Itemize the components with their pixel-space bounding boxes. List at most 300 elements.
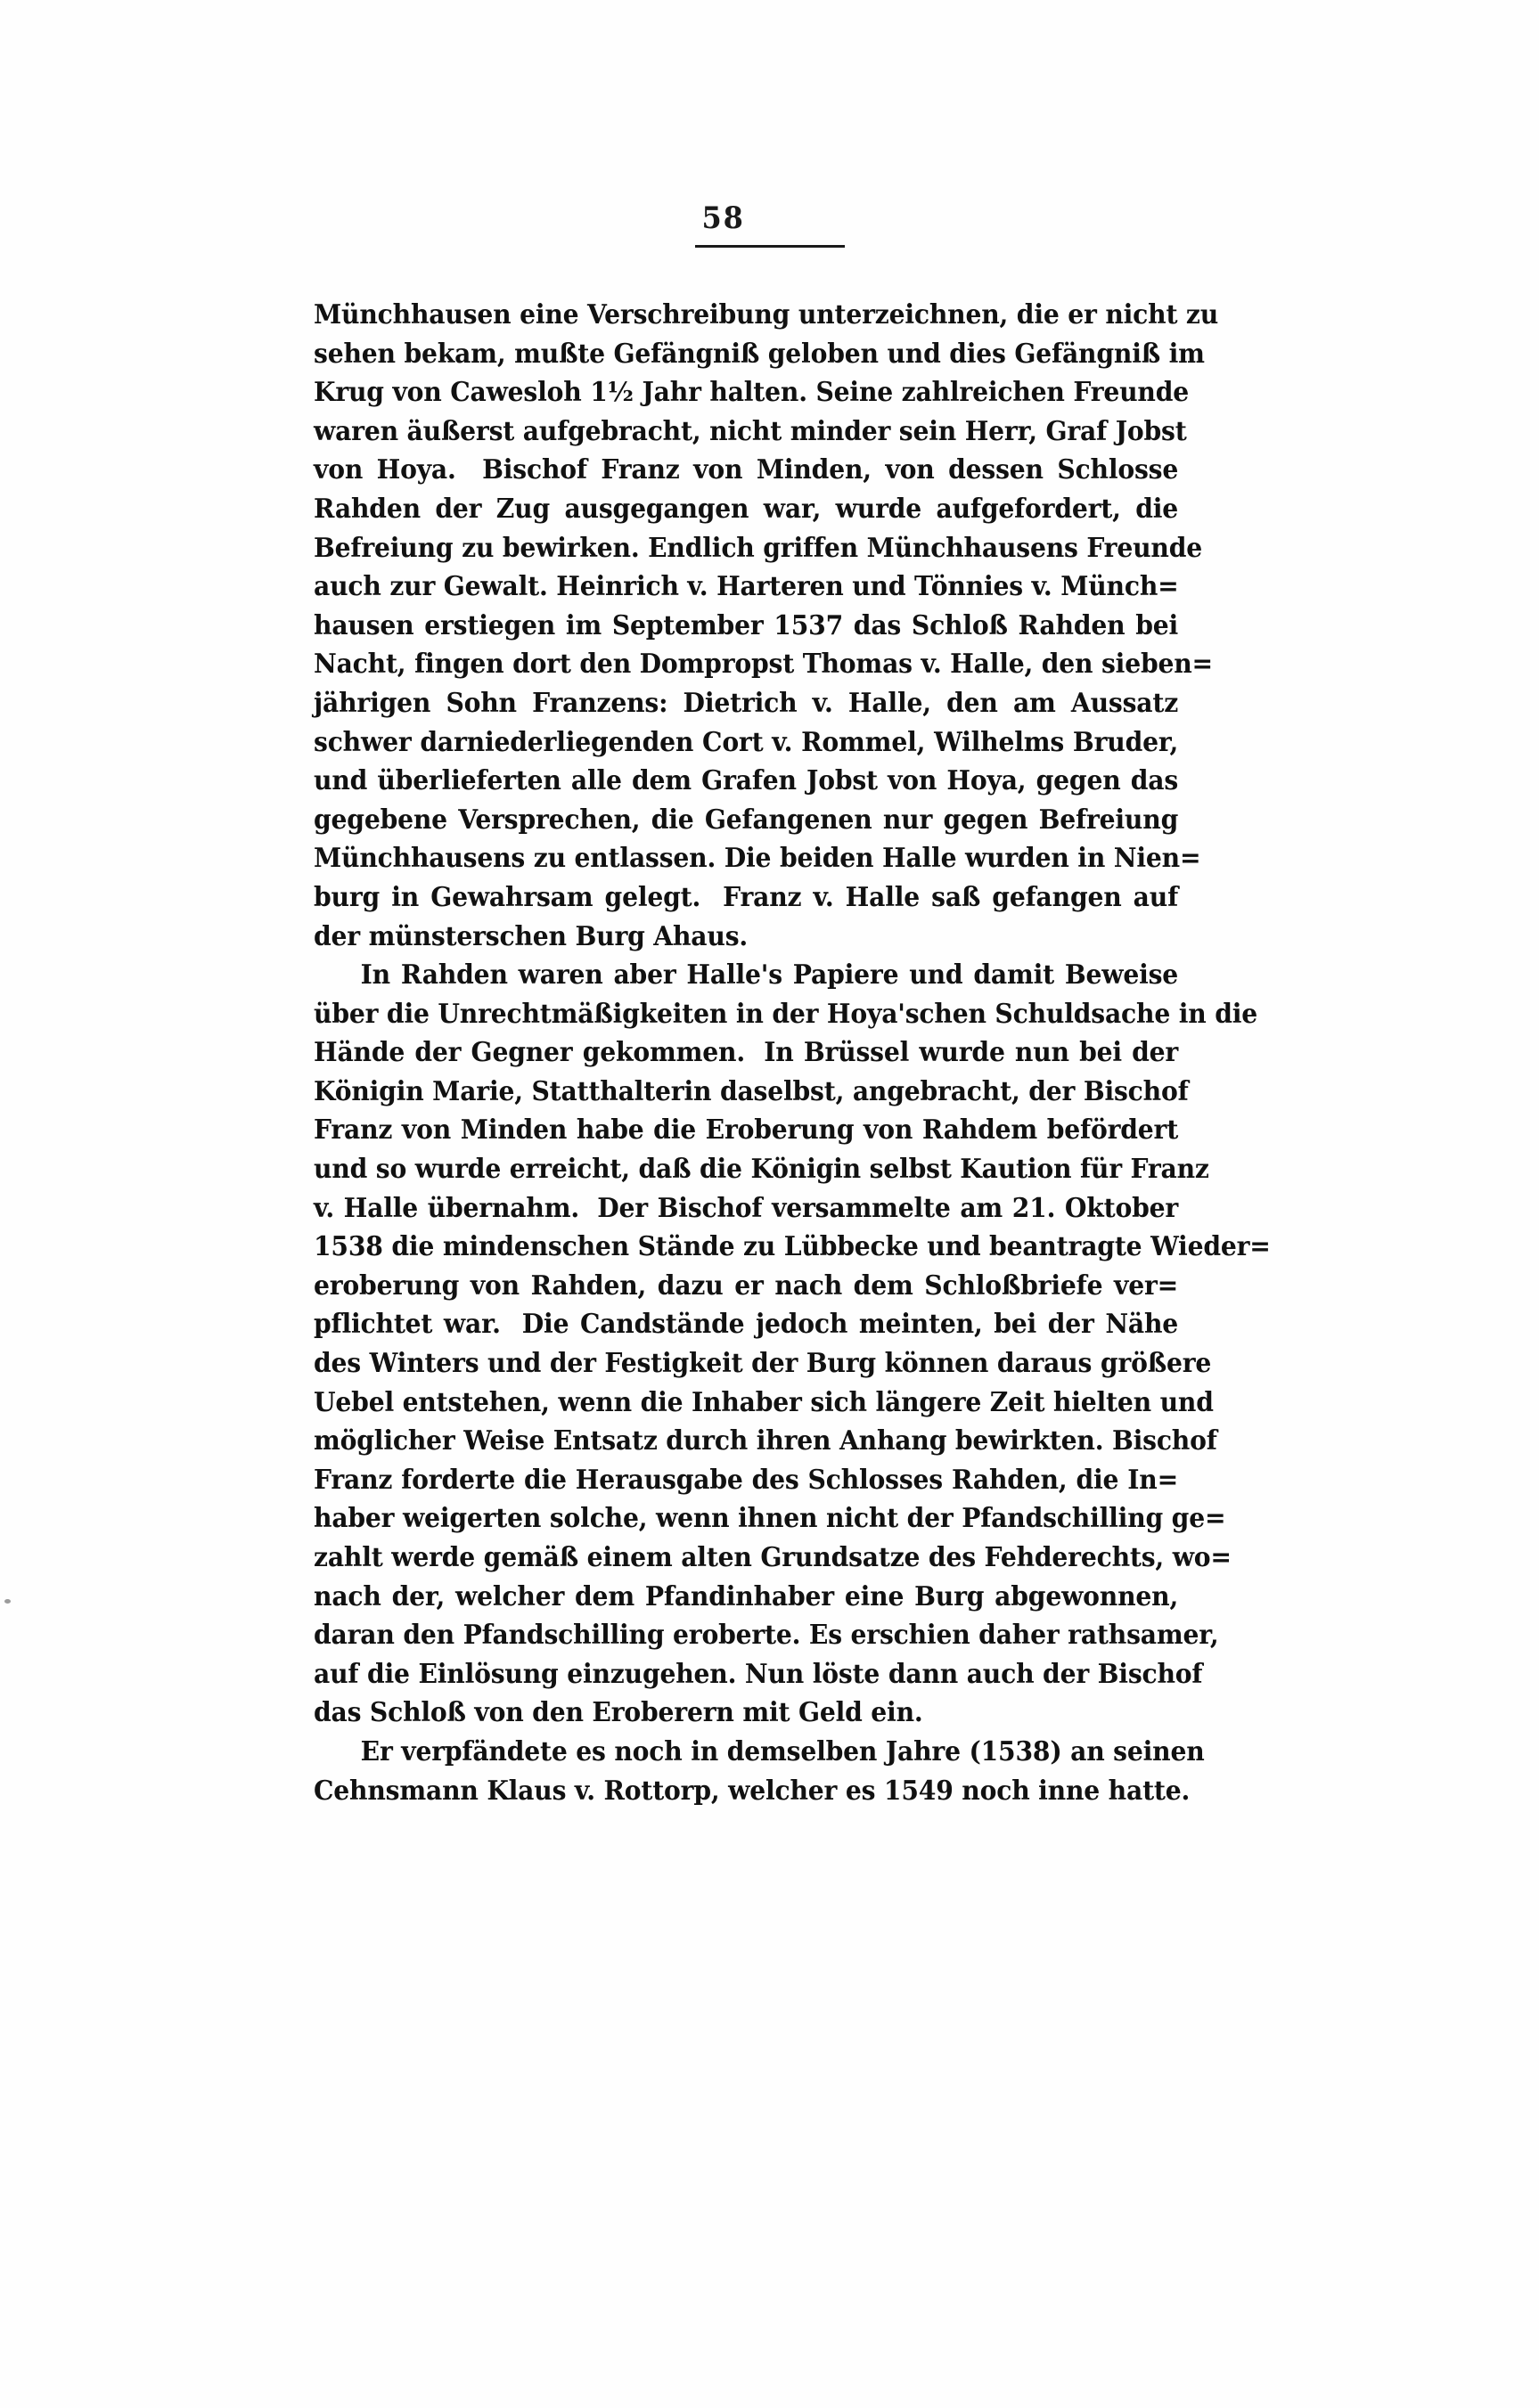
word: gelegt.	[604, 881, 701, 913]
word: Gewahrsam	[430, 881, 593, 913]
word-gap	[630, 1154, 639, 1185]
word-gap	[361, 1348, 370, 1379]
word-gap	[1054, 959, 1065, 991]
word: er	[734, 1269, 764, 1302]
word-gap	[748, 1425, 757, 1457]
running-head	[0, 200, 1539, 248]
word-gap	[593, 882, 604, 913]
word: Er	[360, 1735, 393, 1767]
text-line: Cehnsmann Klaus v. Rottorp, welcher es 1549 noch inne hatte.	[314, 1775, 1191, 1807]
word-gap	[847, 1309, 859, 1340]
word-gap	[567, 1114, 577, 1146]
word-gap	[898, 1503, 907, 1534]
word: der,	[391, 1580, 446, 1612]
word: zu	[1185, 299, 1219, 331]
word: die	[386, 998, 430, 1030]
word-gap	[541, 1503, 550, 1534]
word-gap	[412, 727, 421, 758]
word-gap	[680, 454, 694, 486]
word: Nien=	[1113, 843, 1201, 875]
word-gap	[800, 1620, 809, 1651]
word: der	[906, 1503, 954, 1535]
word: Uebel	[314, 1386, 394, 1418]
word: waren	[314, 415, 398, 447]
text-line	[314, 882, 1178, 921]
word-gap	[664, 1620, 673, 1651]
word: daran	[314, 1620, 395, 1652]
word-gap	[970, 1620, 979, 1651]
word: sich	[810, 1386, 867, 1418]
word: pflichtet	[314, 1309, 433, 1341]
word: Versprechen,	[458, 804, 641, 836]
word: befördert	[1046, 1114, 1179, 1147]
word: Tönnies	[914, 571, 1023, 603]
word-gap	[833, 688, 848, 719]
word-gap	[579, 1193, 597, 1224]
word: bekam,	[404, 338, 506, 370]
word: der	[1132, 1037, 1179, 1069]
word-gap	[745, 1037, 764, 1068]
word: die	[1076, 1464, 1119, 1496]
word-gap	[834, 1581, 845, 1612]
word-gap	[937, 765, 946, 796]
word: Bischof	[1083, 1075, 1189, 1107]
word: Festigkeit	[604, 1348, 743, 1380]
word-gap	[920, 1542, 929, 1573]
word: Einlösung	[418, 1658, 559, 1690]
word-gap	[925, 727, 934, 758]
text-line	[314, 649, 1214, 688]
word: entlassen.	[574, 843, 716, 875]
word-gap	[451, 1114, 461, 1146]
word: eroberung	[314, 1269, 460, 1302]
word: Grafen	[701, 765, 797, 797]
word: längere	[875, 1386, 982, 1418]
word-gap	[764, 999, 773, 1030]
word: und	[1159, 1386, 1214, 1418]
word: Halle	[845, 881, 921, 913]
word-gap	[763, 727, 772, 758]
word: von	[470, 1269, 520, 1302]
word: in	[1077, 843, 1106, 875]
word-gap	[1020, 1076, 1029, 1107]
word: Bischof	[657, 1192, 763, 1224]
word-gap	[1089, 1659, 1098, 1690]
header-rule	[695, 245, 845, 248]
word-gap	[1121, 765, 1131, 796]
word: das	[1130, 765, 1179, 797]
word-gap	[854, 1114, 864, 1146]
text-line: das Schloß von den Eroberern mit Geld ein.	[314, 1697, 923, 1729]
word-gap	[743, 1348, 752, 1379]
word-gap	[634, 1581, 645, 1612]
word: die	[391, 1231, 435, 1263]
word: des	[314, 1348, 361, 1380]
word: forderte	[401, 1464, 515, 1496]
word-gap	[919, 1231, 928, 1262]
word-gap	[1097, 299, 1106, 331]
word-gap	[1064, 727, 1073, 758]
word-gap	[956, 843, 965, 874]
word: Pfandinhaber	[644, 1580, 834, 1612]
word-gap	[1055, 1193, 1065, 1224]
word: minder	[790, 415, 891, 447]
word-gap	[693, 727, 702, 758]
word-gap	[913, 1270, 925, 1302]
page-number: 58	[701, 200, 745, 236]
word-gap	[1037, 1114, 1047, 1146]
word-gap	[901, 610, 912, 641]
word: Statthalterin	[531, 1075, 712, 1107]
text-line	[314, 571, 1178, 610]
word-gap	[782, 959, 793, 991]
text-line	[314, 1231, 1271, 1270]
word-gap	[858, 533, 867, 564]
word: haber	[314, 1503, 395, 1535]
word-gap	[718, 1736, 727, 1767]
word-gap	[749, 494, 763, 525]
word: die	[523, 1464, 567, 1496]
word-gap	[390, 959, 401, 991]
word-gap	[1163, 1503, 1172, 1534]
word: dem	[632, 765, 692, 797]
word: Freunde	[1086, 532, 1203, 564]
word-gap	[1052, 571, 1061, 602]
word: zur	[389, 571, 436, 603]
word-gap	[909, 1037, 919, 1068]
word-gap	[701, 377, 710, 408]
text-line	[314, 959, 1178, 999]
word: Hoya,	[946, 765, 1027, 797]
word-gap	[946, 1425, 955, 1457]
word: es	[576, 1735, 606, 1767]
word-gap	[834, 882, 846, 913]
word: Eroberung	[705, 1114, 855, 1147]
text-line	[314, 727, 1178, 766]
word-gap	[648, 1193, 658, 1224]
word-gap	[418, 1193, 428, 1224]
word: wurde	[919, 1037, 1005, 1069]
word: die	[651, 804, 694, 836]
word-gap	[842, 1620, 851, 1651]
word-gap	[453, 533, 462, 564]
word: v.	[813, 881, 834, 913]
word-gap	[1177, 299, 1186, 331]
word: die	[700, 1154, 742, 1186]
word: Minden	[460, 1114, 568, 1147]
word: über	[314, 998, 379, 1030]
word-gap	[514, 416, 523, 447]
word: 1538	[314, 1231, 383, 1263]
paragraph-1	[314, 299, 1233, 959]
word-gap	[913, 1114, 922, 1146]
word-gap	[764, 1270, 775, 1302]
word-gap	[505, 339, 514, 370]
word: nicht	[1105, 299, 1178, 331]
word-gap	[358, 1659, 367, 1690]
word-gap	[481, 494, 495, 525]
word-gap	[873, 843, 882, 874]
word: Papiere	[792, 959, 899, 992]
word-gap	[445, 1581, 455, 1612]
word: v.	[1031, 571, 1052, 603]
word-gap	[515, 1465, 524, 1496]
word: weigerten	[402, 1503, 542, 1535]
word: am	[1012, 687, 1056, 719]
word: wenn	[558, 1386, 632, 1418]
word: welcher	[455, 1580, 565, 1612]
word: dessen	[948, 454, 1044, 486]
word: Heinrich	[556, 571, 679, 603]
word-gap	[1118, 1465, 1127, 1496]
word: Schlosse	[1057, 454, 1179, 486]
word: gegebene	[314, 804, 447, 836]
word-gap	[644, 1114, 654, 1146]
word: Die	[521, 1309, 569, 1341]
word: 1537	[774, 609, 844, 641]
word: so	[375, 1154, 407, 1186]
word: Rahden	[1018, 609, 1126, 641]
word: Marie,	[432, 1075, 523, 1107]
text-line	[314, 1270, 1178, 1310]
word-gap	[380, 882, 391, 913]
word: Münchhausens	[866, 532, 1078, 564]
word-gap	[555, 610, 566, 641]
word: des	[928, 1542, 976, 1573]
word-gap	[631, 649, 640, 680]
word: gegen	[1036, 765, 1121, 797]
word-gap	[1102, 1270, 1114, 1302]
word-gap	[494, 533, 503, 564]
word: Die	[724, 843, 772, 875]
word: bei	[1079, 1037, 1122, 1069]
word-gap	[1060, 1620, 1068, 1651]
word-gap	[700, 416, 709, 447]
word: Halle	[343, 1192, 419, 1224]
word-gap	[1008, 299, 1017, 331]
word-gap	[1164, 1542, 1173, 1573]
word-gap	[587, 454, 602, 486]
word: v.	[812, 687, 833, 719]
word: Bischof	[482, 454, 587, 486]
word: Schloßbriefe	[924, 1269, 1103, 1302]
word-gap	[931, 688, 946, 719]
word: Cawesloh	[450, 377, 582, 409]
word: war.	[443, 1309, 501, 1341]
word-gap	[876, 1348, 885, 1379]
word-gap	[1107, 416, 1116, 447]
word: gekommen.	[582, 1037, 745, 1069]
word-gap	[578, 1542, 587, 1573]
word: alle	[570, 765, 622, 797]
word: Minden,	[756, 454, 872, 486]
word-gap	[1071, 1154, 1080, 1185]
word-gap	[475, 1542, 484, 1573]
word-gap	[383, 1231, 392, 1262]
word: den	[946, 687, 998, 719]
word: v.	[687, 571, 708, 603]
word: Franz	[314, 1114, 393, 1147]
word: Cort	[702, 726, 764, 758]
word: in	[1178, 998, 1207, 1030]
word: gefangen	[992, 881, 1122, 913]
word-gap	[1105, 1736, 1114, 1767]
word: fingen	[414, 649, 504, 681]
text-line	[314, 1075, 1189, 1115]
word-gap	[700, 882, 723, 913]
text-line	[314, 1154, 1209, 1193]
word: einzugehen.	[567, 1658, 737, 1690]
word: dann	[888, 1658, 959, 1690]
word: habe	[576, 1114, 644, 1147]
word: Wilhelms	[934, 726, 1065, 758]
word: durch	[666, 1425, 749, 1457]
word-gap	[736, 1659, 745, 1690]
word: erstiegen	[424, 609, 556, 641]
word: Rahden	[400, 959, 508, 992]
word: eroberte.	[673, 1620, 801, 1652]
paragraph-2	[314, 959, 1271, 1736]
word: wenn	[656, 1503, 730, 1535]
word: Schuldsache	[995, 998, 1171, 1030]
word-gap	[632, 1387, 641, 1418]
text-line	[314, 338, 1205, 378]
word-gap	[843, 610, 854, 641]
text-line	[314, 532, 1203, 572]
word-gap	[394, 1387, 403, 1418]
word-gap	[596, 1348, 605, 1379]
word-gap	[943, 1465, 952, 1496]
word-gap	[479, 1348, 487, 1379]
word-gap	[1069, 843, 1078, 874]
word-gap	[691, 1154, 700, 1185]
text-line	[314, 843, 1201, 882]
word: nach	[314, 1580, 381, 1612]
word: Lübbecke	[783, 1231, 919, 1263]
word: Halle,	[950, 649, 1034, 681]
word-gap	[818, 999, 827, 1030]
word: Endlich	[648, 532, 755, 564]
word-gap	[1105, 843, 1114, 874]
word-gap	[913, 649, 921, 680]
word-gap	[861, 1154, 870, 1185]
word-gap	[755, 533, 764, 564]
text-line	[314, 299, 1219, 339]
word: wo=	[1172, 1542, 1232, 1573]
word-gap	[988, 1348, 997, 1379]
word-gap	[394, 1503, 403, 1534]
word: schwer	[314, 726, 412, 758]
word: Hände	[314, 1037, 405, 1069]
word: können	[884, 1348, 989, 1380]
word: hausen	[314, 609, 414, 641]
word: Stände	[637, 1231, 735, 1263]
word-gap	[578, 299, 587, 331]
word: auf	[314, 1658, 359, 1690]
word: der	[772, 998, 819, 1030]
word: Zeit	[989, 1386, 1045, 1418]
word-gap	[771, 843, 780, 874]
word: halten.	[709, 377, 807, 409]
word-gap	[1092, 1348, 1101, 1379]
word: in	[691, 1735, 719, 1767]
word-gap	[455, 1425, 464, 1457]
text-line	[314, 1114, 1178, 1154]
word: Gefangenen	[704, 804, 872, 836]
word: Rahden,	[530, 1269, 647, 1302]
word: Freunde	[1073, 377, 1190, 409]
word-gap	[817, 1503, 826, 1534]
word-gap	[395, 1620, 404, 1651]
word: der	[1047, 1309, 1094, 1341]
word: die	[1016, 299, 1060, 331]
word: im	[1168, 338, 1205, 370]
word: in	[735, 998, 764, 1030]
word-gap	[582, 377, 591, 408]
word: jährigen	[314, 687, 431, 719]
word-gap	[1094, 1309, 1106, 1340]
word-gap	[954, 1503, 962, 1534]
word: aufgebracht,	[522, 415, 701, 447]
word-gap	[572, 1037, 582, 1068]
word: Thomas	[802, 649, 913, 681]
word: demselben	[726, 1735, 878, 1767]
word: und	[852, 571, 906, 603]
word: von	[693, 454, 743, 486]
word: das	[853, 609, 902, 641]
word: zu	[742, 1231, 776, 1263]
word: burg	[314, 881, 381, 913]
word: die	[640, 1386, 684, 1418]
word-gap	[798, 1348, 806, 1379]
word: mußte	[514, 338, 605, 370]
word: des	[751, 1464, 799, 1496]
word: mindenschen	[442, 1231, 629, 1263]
word: erreicht,	[509, 1154, 630, 1186]
word-gap	[898, 959, 909, 991]
word: v.	[772, 726, 793, 758]
word: und	[314, 765, 368, 797]
text-line	[314, 610, 1178, 649]
word: Verschreibung	[587, 299, 790, 331]
word: gemäß	[483, 1542, 578, 1573]
word: auch	[314, 571, 381, 603]
word-gap	[1069, 1037, 1079, 1068]
word: griffen	[763, 532, 858, 564]
word-gap	[413, 610, 424, 641]
word: September	[611, 609, 764, 641]
word: selbst	[869, 1154, 952, 1186]
word: Münchhausens	[314, 843, 526, 875]
word-gap	[742, 454, 757, 486]
word-gap	[794, 1037, 804, 1068]
word-gap	[568, 1736, 577, 1767]
word: dies	[949, 338, 1006, 370]
word-gap	[430, 688, 446, 719]
word-gap	[878, 765, 888, 796]
word-gap	[564, 1581, 575, 1612]
word: damit	[973, 959, 1054, 992]
word-gap	[548, 571, 557, 602]
word-gap	[890, 416, 899, 447]
word-gap	[821, 494, 835, 525]
word-gap	[622, 765, 632, 796]
word-gap	[1005, 1037, 1015, 1068]
text-line	[314, 1348, 1212, 1387]
word-gap	[378, 999, 387, 1030]
word: Halle	[881, 843, 957, 875]
word-gap	[799, 1465, 808, 1496]
